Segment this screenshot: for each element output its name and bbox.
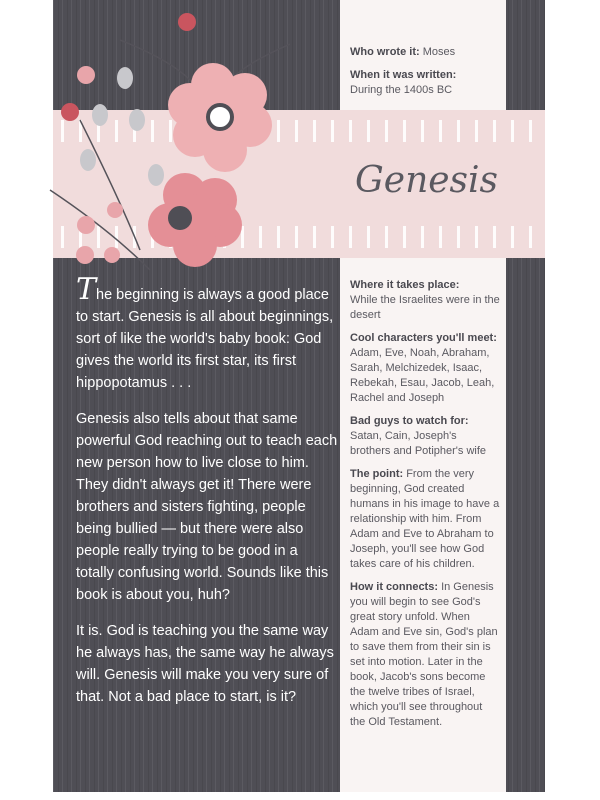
fact-author — [350, 45, 500, 60]
fact-text: Satan, Cain, Joseph's brothers and Potipher's wife — [350, 430, 487, 457]
fact-text: During the 1400s BC — [350, 84, 453, 96]
fact-label: When it was written: — [350, 69, 457, 81]
facts-top — [350, 45, 500, 106]
fact-text: In Genesis you will begin to see God's great story unfold. When Adam and Eve sin, God's plan to save them from their sin is set into motion. Later in the book, Jacob's sons become the twelve tribes of Israel, which you'll see throughout the Old Testament. — [350, 581, 498, 728]
floral-illustration — [30, 0, 290, 280]
fact-label: The point: — [350, 468, 404, 480]
fact-text: Adam, Eve, Noah, Abraham, Sarah, Melchizedek, Isaac, Rebekah, Esau, Jacob, Leah, Rachel and Joseph — [350, 347, 495, 404]
paragraph-1 — [76, 272, 338, 394]
fact-label: Bad guys to watch for: — [350, 415, 469, 427]
intro-text — [76, 272, 338, 722]
book-title: Genesis — [355, 160, 499, 201]
fact-label: Where it takes place: — [350, 279, 460, 291]
fact-label: How it connects: — [350, 581, 439, 593]
drop-cap: T — [76, 272, 97, 307]
paragraph-3: It is. God is teaching you the same way he always has, the same way he always will. Genesis will make you very sure of that. Not a bad place to start, is it? — [76, 623, 334, 705]
fact-place — [350, 278, 500, 323]
fact-label: Who wrote it: — [350, 46, 420, 58]
fact-point — [350, 467, 500, 572]
fact-villains — [350, 414, 500, 459]
fact-characters — [350, 331, 500, 406]
facts-bottom — [350, 278, 500, 738]
fact-label: Cool characters you'll meet: — [350, 332, 497, 344]
fact-text: While the Israelites were in the desert — [350, 294, 500, 321]
fact-text: From the very beginning, God created humans in his image to have a relationship with him. From Adam and Eve to Abraham to Joseph, you'll see how God takes care of his children. — [350, 468, 500, 570]
fact-text: Moses — [419, 46, 456, 58]
fact-connects — [350, 580, 500, 730]
paragraph-2: Genesis also tells about that same powerful God reaching out to teach each new person how to live close to him. They didn't always get it! There were brothers and sisters fighting, people being bullied — but there were also people really trying to be good in a totally confusing world. Sounds like this book is about you, huh? — [76, 411, 338, 603]
paragraph-text: he beginning is always a good place to start. Genesis is all about beginnings, sort of like the world's baby book: God gives the world its first star, its first hippopotamus . . . — [76, 287, 334, 391]
fact-date — [350, 68, 500, 98]
